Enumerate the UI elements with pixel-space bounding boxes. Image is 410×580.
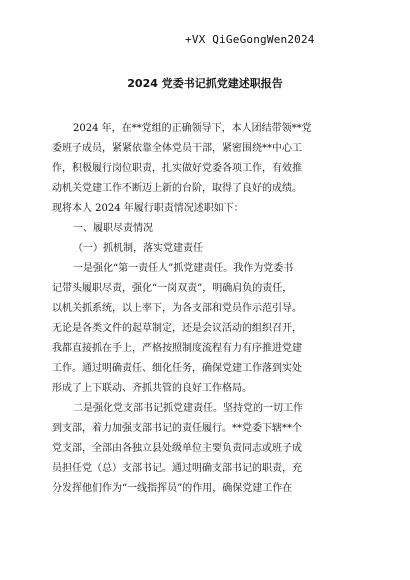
document-body	[52, 119, 360, 499]
paragraph-line: 一是强化“第一责任人”抓党建责任。我作为党委书	[73, 263, 294, 274]
paragraph-line: 工作。通过明确责任、细化任务，确保党建工作落到实处	[52, 363, 302, 374]
paragraph-line: 党支部，全部由各独立县处级单位主要负责同志或班子成	[52, 443, 302, 454]
header-contact-tag: +VX QiGeGongWen2024	[185, 33, 315, 46]
paragraph-line: 委班子成员，紧紧依靠全体党员干部，紧密围绕**中心工	[52, 143, 302, 154]
paragraph-line: 记带头履职尽责，强化“一岗双责”，明确肩负的责任，	[52, 283, 293, 294]
paragraph-line: 我都直接抓在手上，严格按照制度流程有力有序推进党建	[52, 343, 302, 354]
paragraph-line: 二是强化党支部书记抓党建责任。坚持党的一切工作	[73, 403, 303, 414]
document-title: 2024 党委书记抓党建述职报告	[127, 77, 283, 90]
paragraph-line: 到支部，着力加强支部书记的责任履行。**党委下辖**个	[52, 423, 302, 434]
paragraph-line: 动机关党建工作不断迈上新的台阶，取得了良好的成绩。	[52, 183, 302, 194]
subsection-heading: （一）抓机制，落实党建责任	[73, 243, 203, 254]
paragraph-line: 现将本人 2024 年履行职责情况述职如下：	[52, 203, 244, 214]
paragraph-line: 2024 年，在**党组的正确领导下，本人团结带领**党	[73, 123, 312, 134]
paragraph-line: 分发挥他们作为“一线指挥员”的作用，确保党建工作在	[52, 483, 293, 494]
section-heading: 一、履职尽责情况	[73, 223, 153, 234]
paragraph-line: 员担任党（总）支部书记。通过明确支部书记的职责，充	[52, 463, 302, 474]
paragraph-line: 以机关抓系统，以上率下，为各支部和党员作示范引导。	[52, 303, 302, 314]
paragraph-line: 无论是各类文件的起草制定，还是会议活动的组织召开，	[52, 323, 302, 334]
paragraph-line: 形成了上下联动、齐抓共管的良好工作格局。	[52, 383, 252, 394]
paragraph-line: 作，积极履行岗位职责，扎实做好党委各项工作，有效推	[52, 163, 302, 174]
